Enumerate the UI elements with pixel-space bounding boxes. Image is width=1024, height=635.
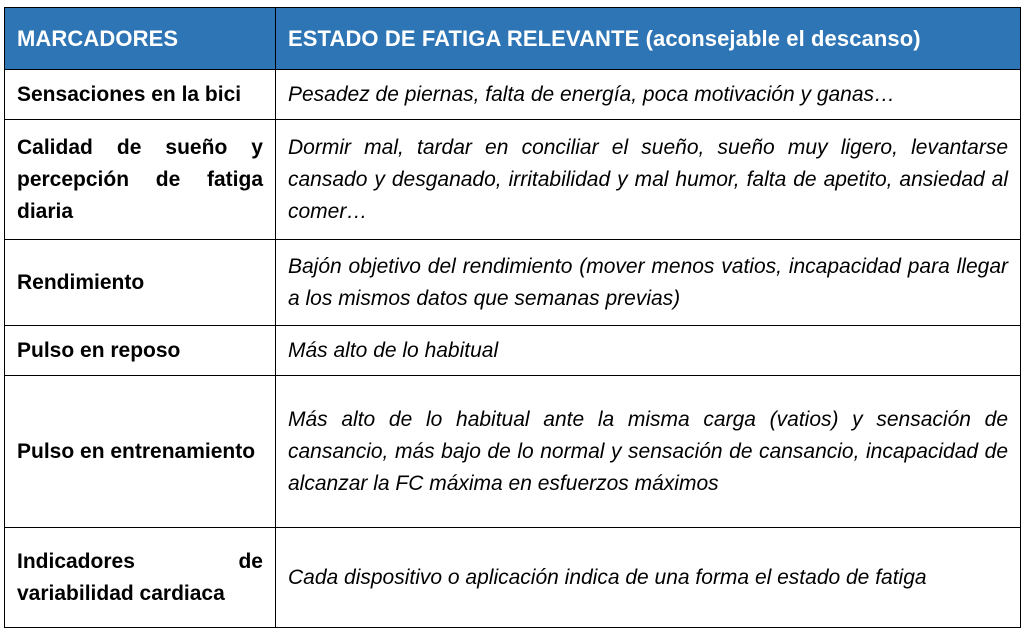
table-header-row bbox=[5, 8, 1021, 70]
state-cell: Más alto de lo habitual ante la misma carga (vatios) y sensación de cansancio, más bajo de lo normal y sensación de cansancio, incapacidad de alcanzar la FC máxima en esfuerzos máximos bbox=[276, 376, 1021, 528]
marker-cell: Rendimiento bbox=[5, 240, 276, 326]
state-cell: Bajón objetivo del rendimiento (mover menos vatios, incapacidad para llegar a los mismos datos que semanas previas) bbox=[276, 240, 1021, 326]
state-cell: Cada dispositivo o aplicación indica de una forma el estado de fatiga bbox=[276, 528, 1021, 628]
marker-cell: Sensaciones en la bici bbox=[5, 70, 276, 120]
table-row bbox=[5, 240, 1021, 326]
state-cell: Pesadez de piernas, falta de energía, poca motivación y ganas… bbox=[276, 70, 1021, 120]
marker-cell: Pulso en entrenamiento bbox=[5, 376, 276, 528]
table-row bbox=[5, 326, 1021, 376]
marker-cell: Pulso en reposo bbox=[5, 326, 276, 376]
table-row bbox=[5, 120, 1021, 240]
marker-cell: Indicadores de variabilidad cardiaca bbox=[5, 528, 276, 628]
table-row bbox=[5, 528, 1021, 628]
table-row bbox=[5, 70, 1021, 120]
state-cell: Dormir mal, tardar en conciliar el sueño, sueño muy ligero, levantarse cansado y desganado, irritabilidad y mal humor, falta de apetito, ansiedad al comer… bbox=[276, 120, 1021, 240]
fatigue-markers-table bbox=[4, 7, 1021, 628]
state-cell: Más alto de lo habitual bbox=[276, 326, 1021, 376]
header-fatigue-state: ESTADO DE FATIGA RELEVANTE (aconsejable el descanso) bbox=[276, 8, 1021, 70]
marker-cell: Calidad de sueño y percepción de fatiga diaria bbox=[5, 120, 276, 240]
header-markers: MARCADORES bbox=[5, 8, 276, 70]
table-row bbox=[5, 376, 1021, 528]
